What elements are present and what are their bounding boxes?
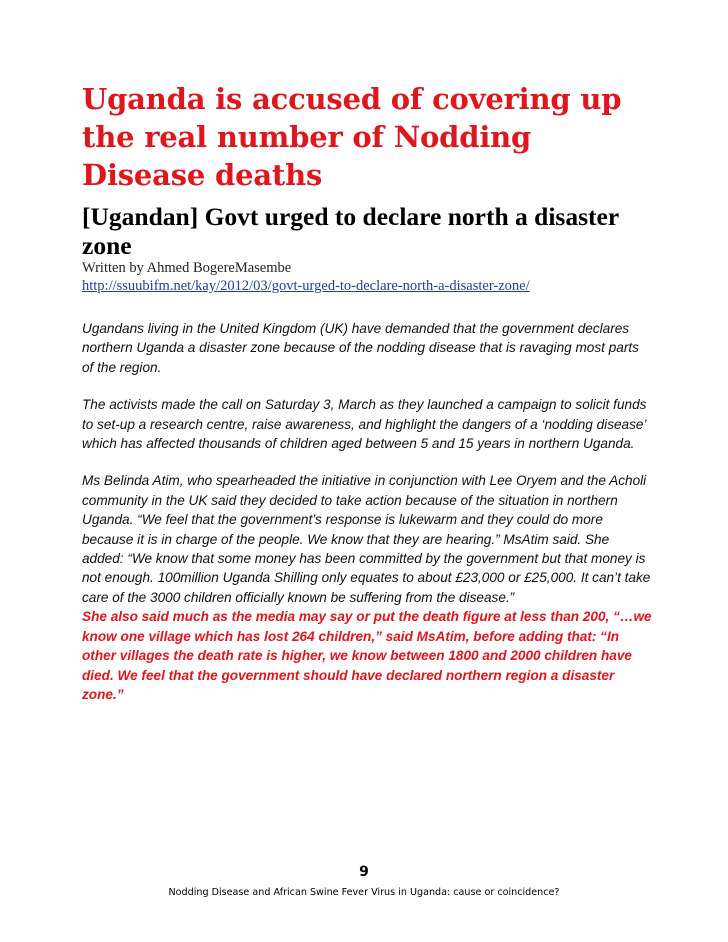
running-footer: Nodding Disease and African Swine Fever Virus in Uganda: cause or coincidence?	[168, 887, 560, 898]
page-number: 9	[359, 864, 369, 880]
article-paragraph-2: The activists made the call on Saturday 3, March as they launched a campaign to solicit funds to set-up a research centre, raise awareness, and highlight the dangers of a ‘nodding disease’ which has affected thousands of children aged between 5 and 15 years in northern Uganda.	[82, 397, 647, 452]
article-paragraph-1: Ugandans living in the United Kingdom (UK) have demanded that the government declares northern Uganda a disaster zone because of the nodding disease that is ravaging most parts of the region.	[82, 321, 639, 375]
highlighted-quote: She also said much as the media may say or put the death figure at less than 200, “…we know one village which has lost 264 children,” said MsAtim, before adding that: “In other villages the death rate is higher, we know between 1800 and 2000 children have died. We feel that the government should have declared northern region a disaster zone.”	[82, 609, 652, 702]
article-headline: Uganda is accused of covering up the real number of Nodding Disease deaths	[82, 82, 622, 192]
article	[82, 80, 662, 704]
article-paragraph-3: Ms Belinda Atim, who spearheaded the initiative in conjunction with Lee Oryem and the Acholi community in the UK said they decided to take action because of the situation in northern Uganda. “We feel that the government’s response is lukewarm and they could do more because it is in charge of the people. We know that they are hearing.” MsAtim said. She added: “We know that some money has been committed by the government but that money is not enough. 100million Uganda Shilling only equates to about £23,000 or £25,000. It can’t take care of the 3000 children officially known be suffering from the disease.”	[82, 473, 651, 605]
source-link[interactable]: http://ssuubifm.net/kay/2012/03/govt-urged-to-declare-north-a-disaster-zone/	[82, 278, 530, 294]
article-subheadline: [Ugandan] Govt urged to declare north a disaster zone	[82, 202, 619, 260]
article-byline: Written by Ahmed BogereMasembe	[82, 260, 292, 276]
